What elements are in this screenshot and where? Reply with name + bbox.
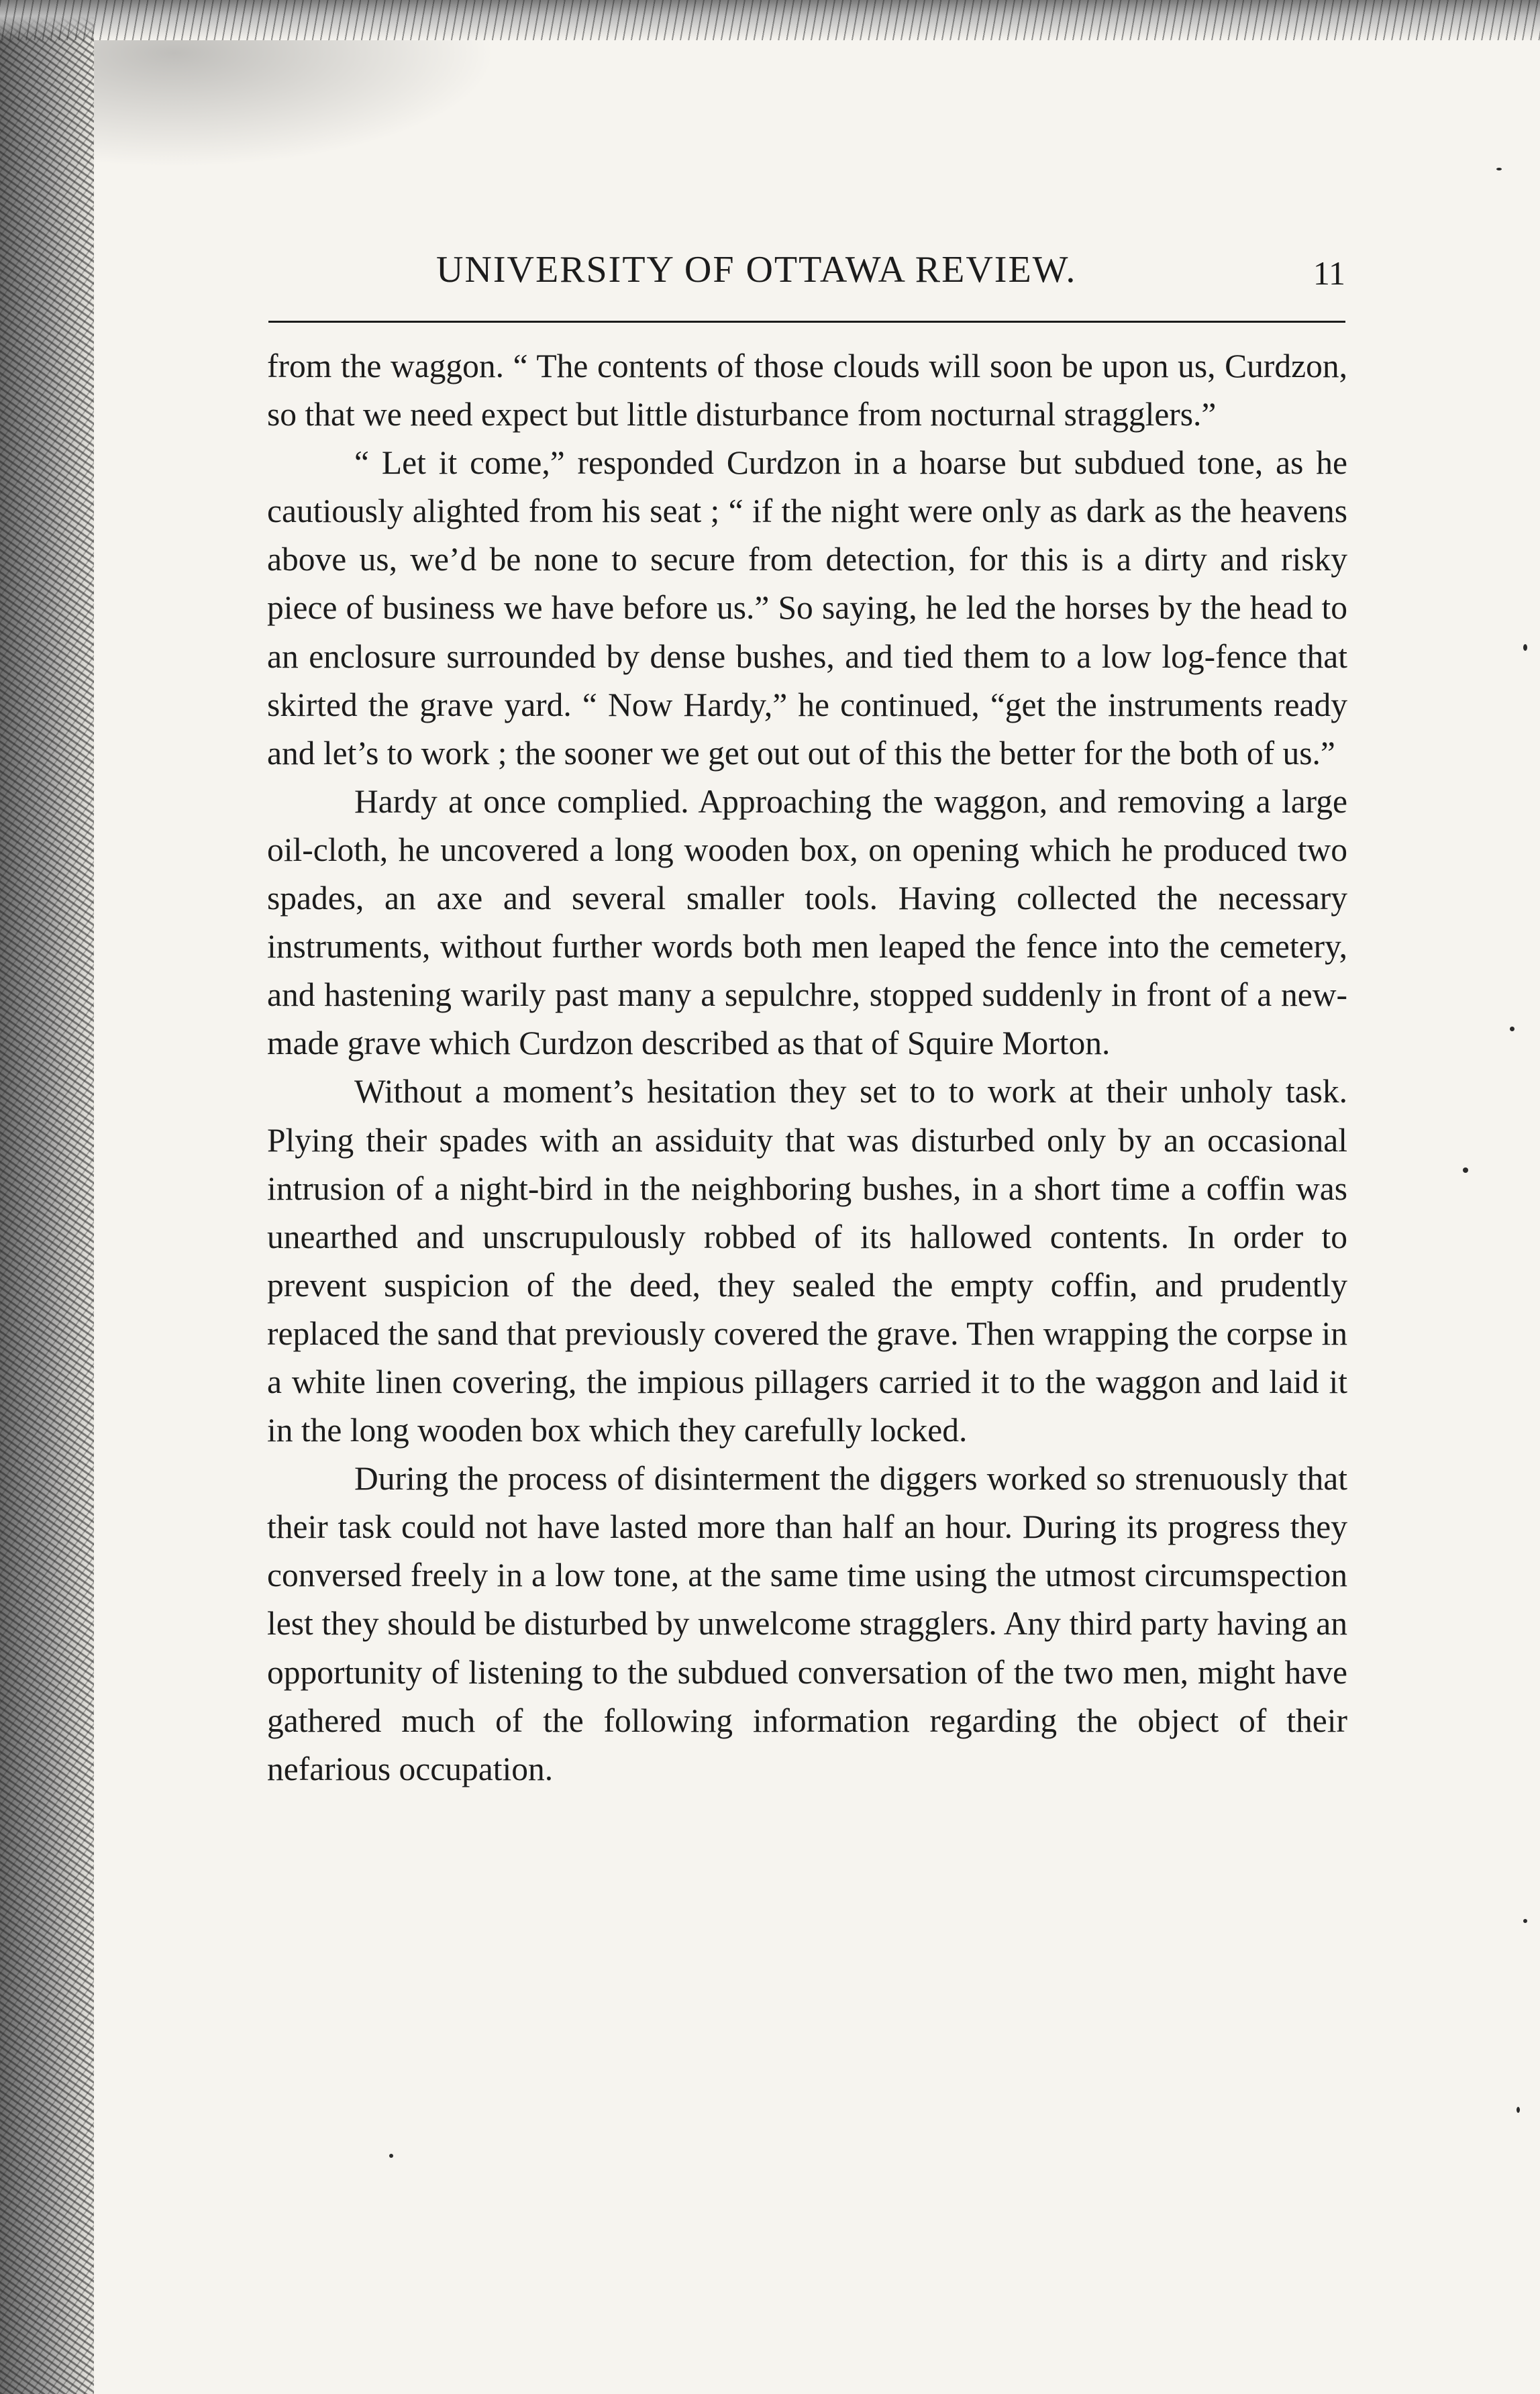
scan-speck <box>1523 644 1527 651</box>
scan-speck <box>1517 2107 1520 2113</box>
scanned-page-edge-top <box>0 0 1540 40</box>
journal-title: UNIVERSITY OF OTTAWA REVIEW. <box>436 249 1077 291</box>
scanned-page-edge-left <box>0 0 94 2394</box>
scan-speck <box>389 2154 393 2158</box>
scan-smudge <box>94 40 497 168</box>
running-header <box>268 248 1345 309</box>
scan-speck <box>1523 1919 1527 1923</box>
header-rule <box>268 321 1345 323</box>
scan-speck <box>1510 1027 1515 1031</box>
scan-speck <box>1463 1167 1468 1173</box>
paragraph-2: “ Let it come,” responded Curdzon in a hoarse but subdued tone, as he cautiously alighted from his seat ; “ if the night were only as dark as the heavens above us, we’d be none to secure from detection, for this is a dirty and risky piece of business we have before us.” So saying, he led the horses by the head to an enclosure surrounded by dense bushes, and tied them to a low log-fence that skirted the grave yard. “ Now Hardy,” he continued, “get the instruments ready and let’s to work ; the sooner we get out out of this the better for the both of us.” <box>267 444 1347 772</box>
article-body <box>267 342 1347 1793</box>
paragraph-3: Hardy at once complied. Approaching the waggon, and removing a large oil-cloth, he uncovered a long wooden box, on opening which he produced two spades, an axe and several smaller tools. Having collected the necessary instruments, without further words both men leaped the fence into the cemetery, and hastening warily past many a sepulchre, stopped suddenly in front of a new-made grave which Curdzon described as that of Squire Morton. <box>267 782 1347 1062</box>
scan-speck <box>1496 168 1502 170</box>
paragraph-1: from the waggon. “ The contents of those clouds will soon be upon us, Curdzon, so that we need expect but little disturbance from nocturnal stragglers.” <box>267 348 1347 433</box>
paragraph-5: During the process of disinterment the diggers worked so strenuously that their task could not have lasted more than half an hour. During its progress they conversed freely in a low tone, at the same time using the utmost circumspection lest they should be disturbed by unwelcome stragglers. Any third party having an opportunity of listening to the subdued conversation of the two men, might have gathered much of the following information regarding the object of their nefarious occupation. <box>267 1460 1347 1787</box>
paragraph-4: Without a moment’s hesitation they set to to work at their unholy task. Plying their spades with an assiduity that was disturbed only by an occasional intrusion of a night-bird in the neighboring bushes, in a short time a coffin was unearthed and unscrupulously robbed of its hallowed contents. In order to prevent suspicion of the deed, they sealed the empty coffin, and prudently replaced the sand that previously covered the grave. Then wrapping the corpse in a white linen covering, the impious pillagers carried it to the waggon and laid it in the long wooden box which they carefully locked. <box>267 1073 1347 1449</box>
page-number: 11 <box>1313 254 1345 292</box>
